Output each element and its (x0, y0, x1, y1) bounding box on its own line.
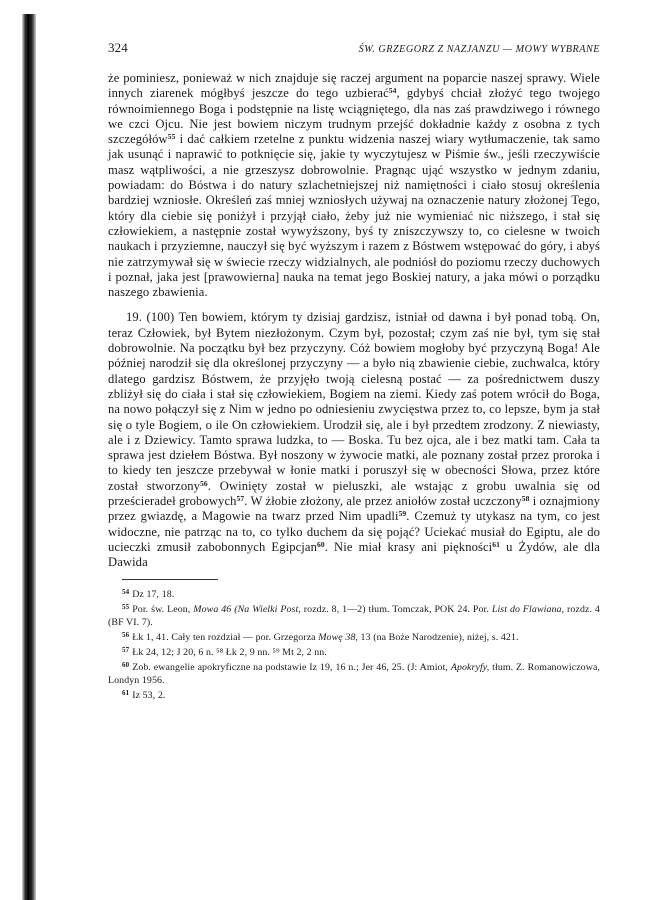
footnote-ref-61[interactable]: 61 (492, 539, 500, 549)
footnote-ref-59[interactable]: 59 (398, 509, 407, 519)
paragraph-1: że pominiesz, ponieważ w nich znajduje się raczej argument na poparcie naszej sprawy. Wiele innych ziarenek mógłbyś jeszcze do tego uzbierać$^{54}$, gdybyś chciał złożyć tego twojego równoimiennego Boga i podstępnie na listę wciągniętego, dla nas zaś prawdziwego i równego we czci Ojcu. Nie jest bowiem niczym trudnym przejść dokładnie każdy z osobna z tych szczegółów$^{55}$ i dać całkiem rzetelne z punktu widzenia naszej wiary wytłumaczenie, tak samo jak usunąć i naprawić to potknięcie się, jakie ty wyczytujesz w Piśmie św., jeśli rzeczywiście masz wątpliwości, a nie grzeszysz dobrowolnie. Pragnąc ująć wszystko w jednym zdaniu, powiadam: do Bóstwa i do natury szlachetniejszej niż namiętności i ciało stosuj określenia bardziej wzniosłe. Określeń zaś mniej wzniosłych używaj na oznaczenie natury złożonej Tego, który dla ciebie się poniżył i przyjął ciało, żeby już nie wymieniać nic niższego, i stał się człowiekiem, a następnie został wywyższony, byś ty zniszczywszy to, co cielesne w twoich naukach i przyziemne, nauczył się być wyższym i razem z Bóstwem wstępować do góry, i abyś nie zatrzymywał się w świecie rzeczy widzialnych, ale podniósł do poziomu rzeczy duchowych i poznał, jaka jest [prawowierna] nauka na temat jego Boskiej natury, a jaka mówi o porządku naszego zbawienia. (108, 71, 600, 300)
book-binding-edge (22, 14, 36, 900)
footnote-57-58-59: $^{57}$ Łk 24, 12; J 20, 6 n. ⁵⁸ Łk 2, 9 nn. ⁵⁹ Mt 2, 2 nn. (122, 645, 327, 658)
footnote-54: $^{54}$ Dz 17, 18. (122, 587, 175, 600)
footnote-divider (122, 579, 218, 580)
footnote-ref-56[interactable]: 56 (200, 478, 208, 488)
page-header (108, 40, 600, 60)
footnote-56: $^{56}$ Łk 1, 41. Cały ten rozdział — por. Grzegorza Mowę 38, 13 (na Boże Narodzenie), niżej, s. 421. (122, 630, 519, 643)
running-title: ŚW. GRZEGORZ Z NAZJANZU — MOWY WYBRANE (358, 44, 600, 55)
book-page (108, 40, 600, 702)
footnote-ref-55[interactable]: 55 (167, 132, 176, 142)
footnotes (108, 586, 600, 702)
footnote-55: $^{55}$ Por. św. Leon, Mowa 46 (Na Wielki Post, rozdz. 8, 1—2) tłum. Tomczak, POK 24. Por. List do Flawiana, rozdz. 4 (BF VI. 7). (108, 602, 600, 628)
footnote-ref-54[interactable]: 54 (388, 86, 397, 96)
footnote-ref-58[interactable]: 58 (521, 494, 530, 504)
footnote-ref-60[interactable]: 60 (317, 539, 325, 549)
page-number: 324 (108, 40, 128, 55)
footnote-60: $^{60}$ Zob. ewangelie apokryficzne na podstawie Iz 19, 16 n.; Jer 46, 25. (J: Amiot, Apokryfy, tłum. Z. Romanowiczowa, Londyn 1956. (108, 660, 600, 686)
footnote-ref-57[interactable]: 57 (236, 494, 245, 504)
paragraph-19: 19. (100) Ten bowiem, którym ty dzisiaj gardzisz, istniał od dawna i był ponad tobą. On, teraz Człowiek, był Bytem niezłożonym. Czym był, pozostał; czym zaś nie był, tym się stał dobrowolnie. Na początku był bez przyczyny. Cóż bowiem mogłoby być przyczyną Boga! Ale później narodził się dla określonej przyczyny — a było nią zbawienie ciebie, zuchwalca, który dlatego gardzisz Bóstwem, że przyjęło twoją cielesną postać — za pośrednictwem duszy zbliżył się do ciała i stał się człowiekiem, Bogiem na ziemi. Kiedy zaś potem wrócił do Boga, na nowo połączył się z Nim w jedno po odniesieniu zwycięstwa przez to, co lepsze, bym ja stał się o tyle Bogiem, o ile On człowiekiem. Urodził się, ale i był przedtem zrodzony. Z niewiasty, ale i z Dziewicy. Tamto sprawa ludzka, to — Boska. Tu bez ojca, ale i bez matki tam. Cała ta sprawa jest dziełem Bóstwa. Był noszony w żywocie matki, ale poznany został przez proroka i to kiedy ten jeszcze przebywał w łonie matki i poruszył się w obecności Słowa, przez które został stworzony$^{56}$. Owinięty został w pieluszki, ale wstając z grobu uwalnia się od prześcieradeł grobowych$^{57}$. W żłobie złożony, ale przez aniołów został uczczony$^{58}$ i oznajmiony przez gwiazdę, a Magowie na twarz przed Nim upadli$^{59}$. Czemuż ty utykasz na tym, co jest widoczne, nie patrząc na to, co tylko duchem da się pojąć? Uciekać musiał do Egiptu, ale do ucieczki zmusił zabobonnych Egipcjan$^{60}$. Nie miał krasy ani piękności$^{61}$ u Żydów, ale dla Dawida (108, 310, 600, 570)
footnote-61: $^{61}$ Iz 53, 2. (122, 688, 166, 701)
